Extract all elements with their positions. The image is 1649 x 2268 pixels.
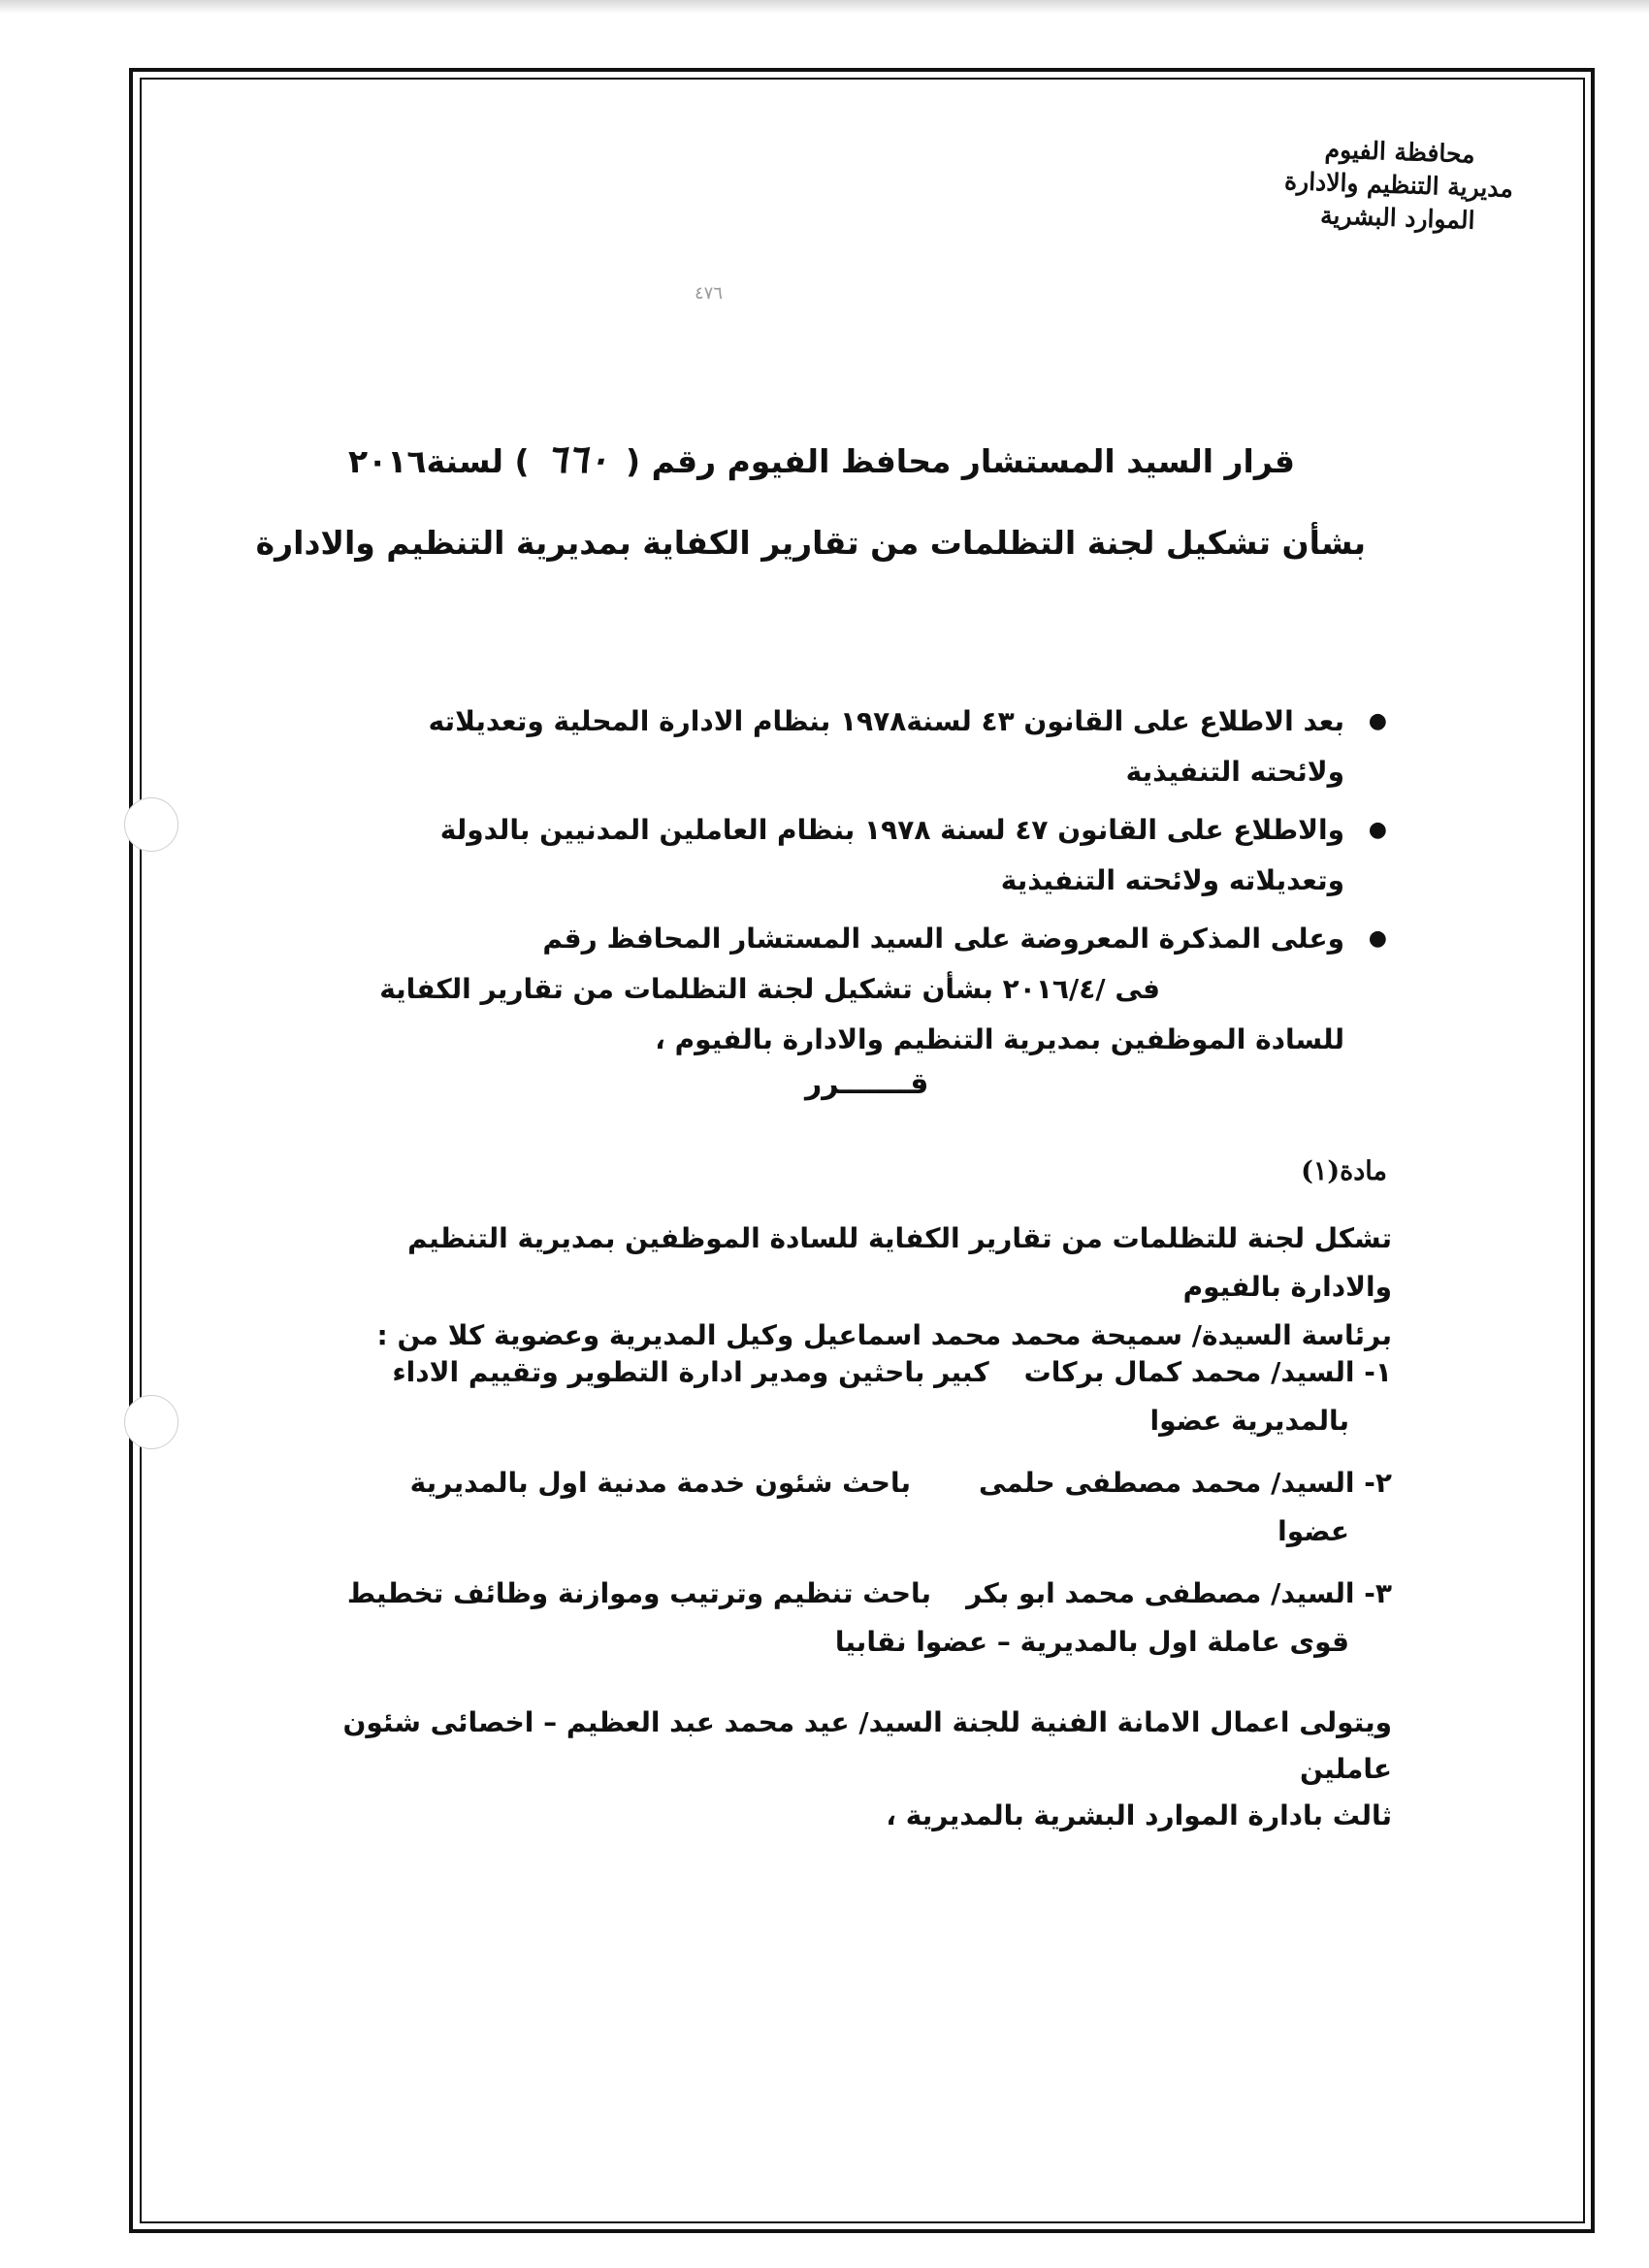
- decree-title-suffix: ) لسنة٢٠١٦: [347, 442, 530, 480]
- page-inner-border: [140, 78, 1585, 2223]
- article-label: مادة(١): [1301, 1156, 1387, 1186]
- department-header: [1251, 131, 1545, 240]
- memo-subject: /٢٠١٦/٤ بشأن تشكيل لجنة التظلمات من تقارير الكفاية للسادة الموظفين بمديرية التنظيم والادارة بالفيوم ،: [379, 973, 1344, 1055]
- decree-title: [325, 437, 1295, 482]
- member-role-cont: بالمديرية عضوا: [1149, 1405, 1349, 1437]
- member-role: باحث تنظيم وترتيب وموازنة وظائف تخطيط: [346, 1577, 932, 1609]
- decides-heading: قـــــــرر: [805, 1067, 929, 1101]
- decree-title-prefix: قرار السيد المستشار محافظ الفيوم رقم (: [626, 442, 1295, 480]
- member-role-cont: قوى عاملة اول بالمديرية – عضوا نقابيا: [834, 1626, 1349, 1658]
- faint-stamp-mark: ٤٧٦: [695, 283, 724, 304]
- header-hr: الموارد البشرية: [1319, 200, 1475, 235]
- punch-hole-lower: [124, 1395, 178, 1449]
- member-entry: [310, 1570, 1392, 1667]
- decree-subject: بشأن تشكيل لجنة التظلمات من تقارير الكفاية بمديرية التنظيم والادارة: [255, 524, 1366, 562]
- preamble-list: [359, 697, 1387, 1073]
- preamble-item: ● بعد الاطلاع على القانون ٤٣ لسنة١٩٧٨ بنظام الادارة المحلية وتعديلاته ولائحته التنفيذية: [359, 697, 1387, 797]
- article-line: تشكل لجنة للتظلمات من تقارير الكفاية للسادة الموظفين بمديرية التنظيم والادارة بالفيوم: [407, 1222, 1392, 1303]
- member-role: باحث شئون خدمة مدنية اول بالمديرية: [409, 1467, 911, 1499]
- preamble-item: ● والاطلاع على القانون ٤٧ لسنة ١٩٧٨ بنظام العاملين المدنيين بالدولة وتعديلاته ولائحته التنفيذية: [359, 805, 1387, 906]
- closing-paragraph: [310, 1700, 1392, 1839]
- preamble-item: [359, 914, 1387, 1065]
- header-governorate: محافظة الفيوم: [1324, 135, 1476, 169]
- decree-number: ٦٦٠: [546, 437, 609, 482]
- member-name: ١- السيد/ محمد كمال بركات: [1023, 1356, 1392, 1388]
- member-list: [310, 1348, 1392, 1680]
- member-role: كبير باحثين ومدير ادارة التطوير وتقييم الاداء: [392, 1356, 989, 1388]
- member-name: ٣- السيد/ مصطفى محمد ابو بكر: [966, 1577, 1392, 1609]
- member-name: ٢- السيد/ محمد مصطفى حلمى: [979, 1467, 1392, 1499]
- member-entry: [310, 1459, 1392, 1556]
- punch-hole-upper: [124, 797, 178, 852]
- article-body: [310, 1215, 1392, 1360]
- member-entry: [310, 1348, 1392, 1445]
- memo-text: وعلى المذكرة المعروضة على السيد المستشار المحافظ رقم: [542, 923, 1344, 955]
- closing-line: ثالث بادارة الموارد البشرية بالمديرية ،: [886, 1799, 1392, 1831]
- memo-date-label: فى: [1115, 973, 1160, 1005]
- closing-line: ويتولى اعمال الامانة الفنية للجنة السيد/ عيد محمد عبد العظيم – اخصائى شئون عاملين: [342, 1706, 1392, 1785]
- header-directorate: مديرية التنظيم والادارة: [1283, 166, 1514, 203]
- article-line: برئاسة السيدة/ سميحة محمد محمد اسماعيل وكيل المديرية وعضوية كلا من :: [376, 1319, 1392, 1351]
- member-role-cont: عضوا: [1277, 1515, 1349, 1547]
- scan-edge: [0, 0, 1649, 14]
